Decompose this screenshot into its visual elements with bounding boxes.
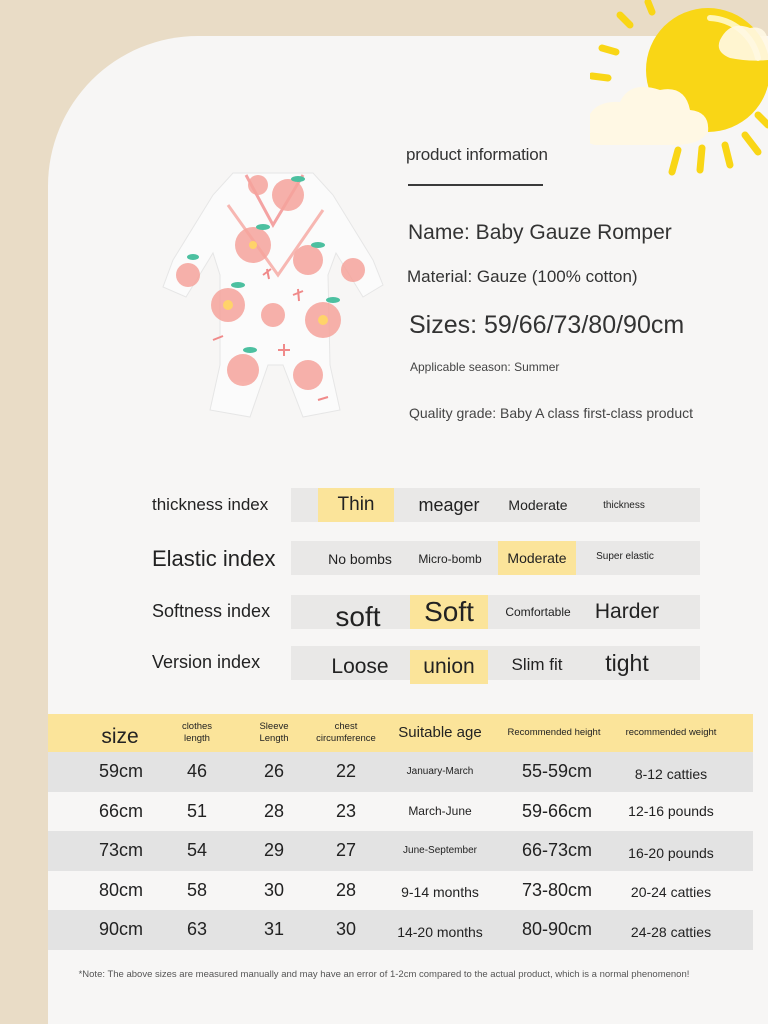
cell-suitable-age: June-September xyxy=(403,845,477,857)
thickness-index-label: thickness index xyxy=(152,495,269,514)
product-quality: Quality grade: Baby A class first-class product xyxy=(409,405,694,421)
version-option-tight: tight xyxy=(605,649,649,676)
elastic-option-moderate: Moderate xyxy=(498,541,576,575)
elastic-index-label: Elastic index xyxy=(152,546,276,571)
elastic-option-super-elastic: Super elastic xyxy=(596,550,654,562)
cell-suitable-age: January-March xyxy=(406,766,474,778)
cell-clothes-length: 51 xyxy=(186,800,208,821)
cell-suitable-age: March-June xyxy=(408,804,472,819)
cell-sleeve-length: 31 xyxy=(263,919,285,940)
cell-clothes-length: 63 xyxy=(186,919,208,940)
product-image xyxy=(158,165,388,420)
product-sizes: Sizes: 59/66/73/80/90cm xyxy=(409,311,685,339)
cell-size: 73cm xyxy=(98,840,143,861)
table-row xyxy=(48,792,753,832)
product-material: Material: Gauze (100% cotton) xyxy=(407,267,638,286)
cell-recommended-height: 80-90cm xyxy=(521,919,593,940)
cell-clothes-length: 46 xyxy=(186,761,208,782)
thickness-option-meager: meager xyxy=(418,494,480,515)
table-row xyxy=(48,871,753,911)
version-option-union: union xyxy=(410,650,488,684)
cell-recommended-height: 73-80cm xyxy=(521,879,593,900)
table-row xyxy=(48,752,753,792)
softness-option-soft: soft xyxy=(335,601,381,632)
cell-chest: 23 xyxy=(335,800,357,821)
version-option-slim-fit: Slim fit xyxy=(511,655,563,674)
header-chest: chest circumference xyxy=(316,721,376,744)
cell-clothes-length: 58 xyxy=(186,879,208,900)
header-clothes-length: clothes length xyxy=(181,721,213,744)
cell-chest: 28 xyxy=(335,879,357,900)
table-header xyxy=(48,714,753,752)
thickness-option-thin: Thin xyxy=(318,488,394,522)
cell-chest: 30 xyxy=(335,919,357,940)
header-suitable-age: Suitable age xyxy=(398,723,482,741)
size-table xyxy=(48,714,753,950)
title-underline xyxy=(408,184,543,186)
cell-suitable-age: 9-14 months xyxy=(401,884,479,901)
cell-size: 90cm xyxy=(98,919,143,940)
cell-sleeve-length: 29 xyxy=(263,840,285,861)
thickness-option-moderate: Moderate xyxy=(508,497,568,513)
header-sleeve-length: Sleeve Length xyxy=(259,721,289,744)
cell-chest: 27 xyxy=(335,840,357,861)
cell-recommended-height: 59-66cm xyxy=(521,800,593,821)
table-row xyxy=(48,910,753,950)
sun-icon xyxy=(590,0,768,180)
cell-chest: 22 xyxy=(335,761,357,782)
softness-option-soft-selected: Soft xyxy=(410,595,488,629)
version-option-loose: Loose xyxy=(331,655,389,678)
cell-clothes-length: 54 xyxy=(186,840,208,861)
cell-recommended-height: 55-59cm xyxy=(521,761,593,782)
cell-suitable-age: 14-20 months xyxy=(397,923,483,940)
table-row xyxy=(48,831,753,871)
softness-option-comfortable: Comfortable xyxy=(505,605,571,619)
cell-recommended-weight: 24-28 catties xyxy=(630,923,712,940)
measurement-note: *Note: The above sizes are measured manually and may have an error of 1-2cm compared to the actual product, which is a normal phenomenon! xyxy=(78,969,690,980)
version-index-label: Version index xyxy=(152,652,261,672)
cell-size: 80cm xyxy=(98,879,143,900)
header-recommended-weight: recommended weight xyxy=(625,727,717,739)
cell-sleeve-length: 30 xyxy=(263,879,285,900)
product-season: Applicable season: Summer xyxy=(410,360,560,374)
header-size: size xyxy=(101,724,139,748)
softness-option-harder: Harder xyxy=(594,600,660,623)
cell-recommended-weight: 12-16 pounds xyxy=(628,803,714,820)
elastic-option-micro-bomb: Micro-bomb xyxy=(418,552,482,566)
cell-recommended-weight: 16-20 pounds xyxy=(628,844,714,861)
thickness-option-thickness: thickness xyxy=(603,499,645,511)
softness-index-label: Softness index xyxy=(152,601,271,621)
cell-recommended-weight: 20-24 catties xyxy=(630,884,712,901)
cell-recommended-height: 66-73cm xyxy=(521,840,593,861)
product-name: Name: Baby Gauze Romper xyxy=(408,221,672,244)
cell-sleeve-length: 26 xyxy=(263,761,285,782)
cell-size: 59cm xyxy=(98,761,143,782)
cell-size: 66cm xyxy=(98,800,143,821)
product-info-title: product information xyxy=(406,145,548,164)
elastic-option-no-bombs: No bombs xyxy=(328,551,392,567)
cell-recommended-weight: 8-12 catties xyxy=(634,765,708,782)
cell-sleeve-length: 28 xyxy=(263,800,285,821)
header-recommended-height: Recommended height xyxy=(507,727,601,739)
